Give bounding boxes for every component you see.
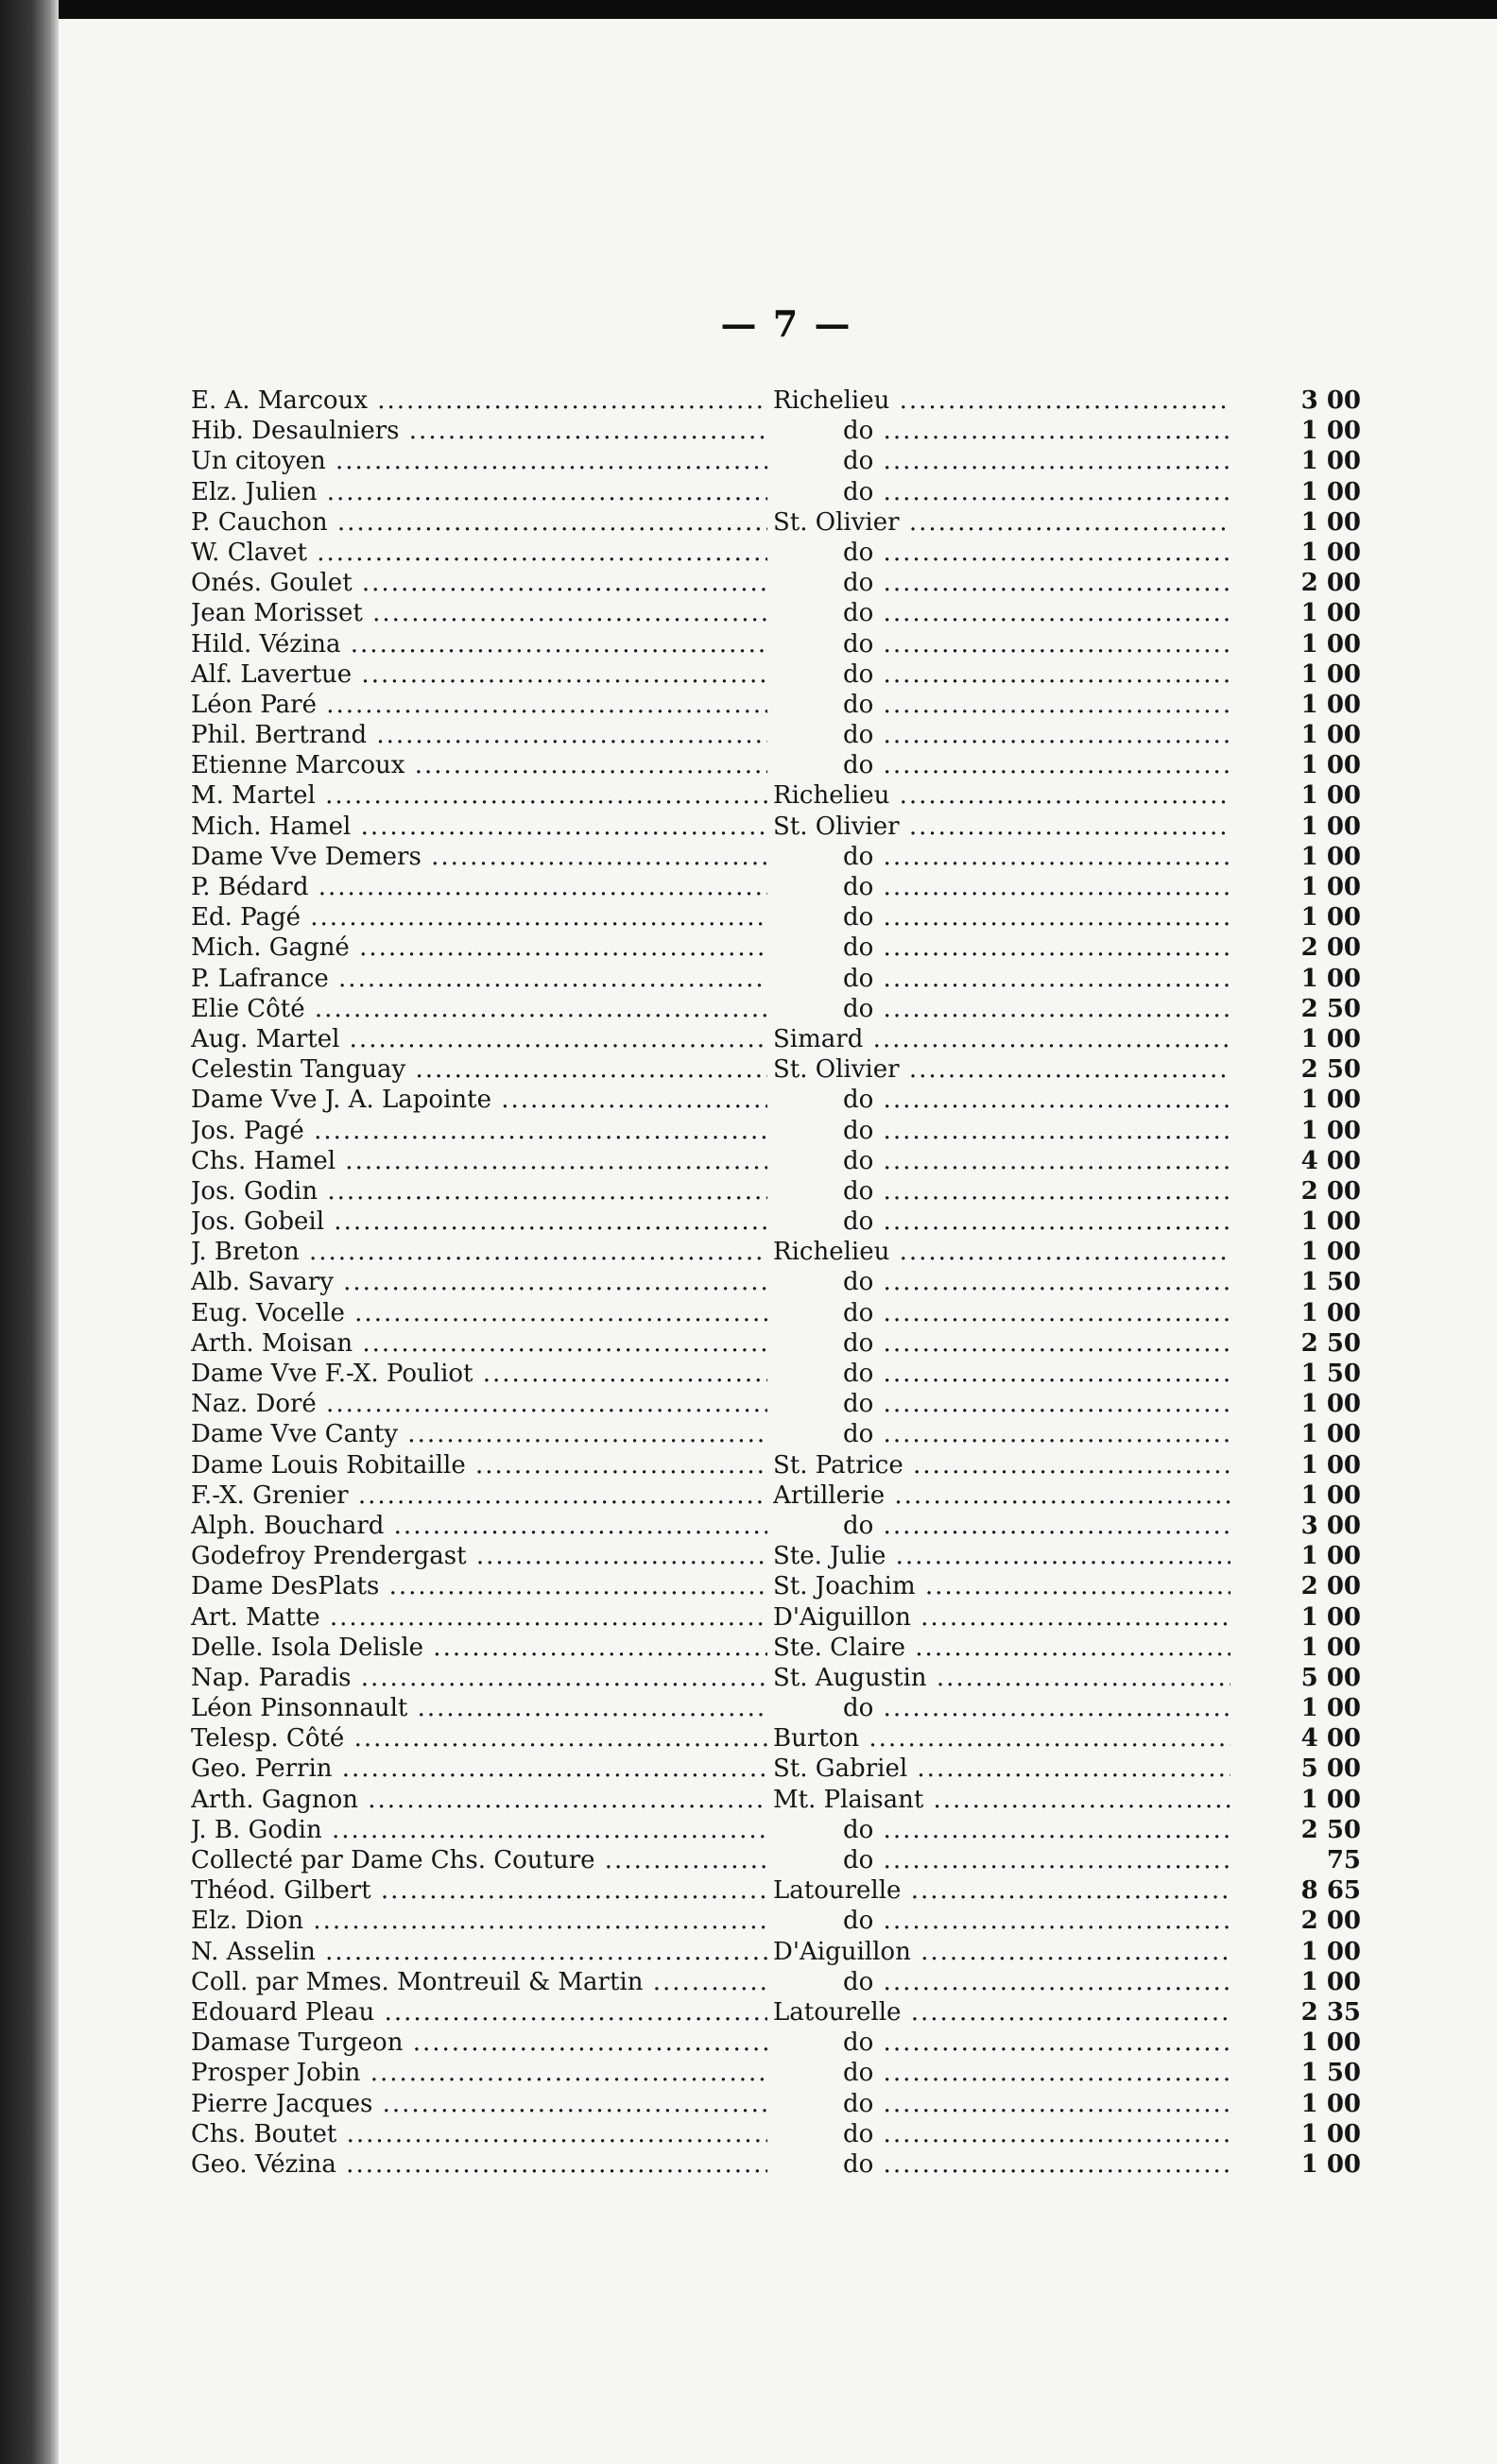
entry-amount: 1 00: [1230, 812, 1361, 842]
entry-amount: 1 00: [1230, 446, 1361, 476]
list-item: [191, 1754, 1363, 1784]
entry-parish: Artillerie .....: [773, 1480, 1274, 1511]
entry-name: Jean Morisset .....: [191, 598, 767, 628]
list-item: [191, 2089, 1363, 2119]
list-item: [191, 1116, 1363, 1146]
entry-name: Prosper Jobin .....: [191, 2058, 767, 2088]
entry-parish: Burton .....: [773, 1723, 1274, 1754]
list-item: [191, 477, 1363, 507]
entry-parish: St. Augustin .....: [773, 1663, 1274, 1693]
entry-name: Hild. Vézina .....: [191, 629, 767, 659]
entry-name: Etienne Marcoux .....: [191, 750, 767, 780]
entry-name: J. Breton .....: [191, 1237, 767, 1267]
entry-name: E. A. Marcoux .....: [191, 385, 767, 416]
list-item: [191, 1906, 1363, 1936]
entry-parish: do .....: [843, 872, 1274, 902]
list-item: [191, 933, 1363, 963]
entry-name: Alb. Savary .....: [191, 1267, 767, 1297]
entry-name: Collecté par Dame Chs. Couture .....: [191, 1845, 767, 1875]
list-item: [191, 842, 1363, 872]
entry-parish: do .....: [843, 568, 1274, 598]
list-item: [191, 1206, 1363, 1237]
list-item: [191, 1541, 1363, 1571]
list-item: [191, 1845, 1363, 1875]
list-item: [191, 568, 1363, 598]
list-item: [191, 1480, 1363, 1511]
entry-parish: do .....: [843, 1815, 1274, 1845]
entry-parish: Ste. Claire .....: [773, 1633, 1274, 1663]
entry-name: Mich. Hamel .....: [191, 812, 767, 842]
entry-amount: 1 50: [1230, 1267, 1361, 1297]
entry-amount: 2 00: [1230, 933, 1361, 963]
entry-amount: 1 00: [1230, 1633, 1361, 1663]
entry-amount: 1 00: [1230, 2089, 1361, 2119]
entry-name: Hib. Desaulniers .....: [191, 416, 767, 446]
entry-amount: 1 00: [1230, 1116, 1361, 1146]
entry-name: Celestin Tanguay .....: [191, 1054, 767, 1085]
entry-parish: do .....: [843, 902, 1274, 933]
entry-name: Chs. Boutet .....: [191, 2119, 767, 2149]
list-item: [191, 1176, 1363, 1206]
entry-amount: 1 00: [1230, 1602, 1361, 1633]
list-item: [191, 446, 1363, 476]
list-item: [191, 720, 1363, 750]
entry-amount: 2 00: [1230, 1571, 1361, 1601]
list-item: [191, 994, 1363, 1024]
entry-parish: do .....: [843, 416, 1274, 446]
entry-name: Elz. Julien .....: [191, 477, 767, 507]
page-number: — 7 —: [720, 302, 852, 345]
entry-name: Dame DesPlats .....: [191, 1571, 767, 1601]
entry-amount: 5 00: [1230, 1663, 1361, 1693]
entry-parish: do .....: [843, 446, 1274, 476]
entry-amount: 4 00: [1230, 1723, 1361, 1754]
entry-name: P. Cauchon .....: [191, 507, 767, 538]
list-item: [191, 2119, 1363, 2149]
entry-parish: do .....: [843, 1845, 1274, 1875]
entry-name: Delle. Isola Delisle .....: [191, 1633, 767, 1663]
entry-parish: do .....: [843, 2058, 1274, 2088]
entry-name: F.-X. Grenier .....: [191, 1480, 767, 1511]
entry-amount: 1 00: [1230, 964, 1361, 994]
entry-parish: do .....: [843, 1693, 1274, 1723]
entry-name: Dame Louis Robitaille .....: [191, 1450, 767, 1480]
entry-amount: 5 00: [1230, 1754, 1361, 1784]
entry-name: Elz. Dion .....: [191, 1906, 767, 1936]
entry-parish: St. Joachim .....: [773, 1571, 1274, 1601]
entry-parish: Ste. Julie .....: [773, 1541, 1274, 1571]
list-item: [191, 2058, 1363, 2088]
list-item: [191, 1785, 1363, 1815]
entry-name: Arth. Moisan .....: [191, 1328, 767, 1359]
list-item: [191, 507, 1363, 538]
entry-amount: 1 00: [1230, 842, 1361, 872]
entry-parish: do .....: [843, 1511, 1274, 1541]
entry-name: Edouard Pleau .....: [191, 1997, 767, 2028]
entry-parish: do .....: [843, 2089, 1274, 2119]
entry-parish: do .....: [843, 1267, 1274, 1297]
list-item: [191, 1298, 1363, 1328]
entry-parish: do .....: [843, 1146, 1274, 1176]
entry-name: Nap. Paradis .....: [191, 1663, 767, 1693]
entry-amount: 1 00: [1230, 507, 1361, 538]
entry-parish: St. Patrice .....: [773, 1450, 1274, 1480]
entry-parish: do .....: [843, 1176, 1274, 1206]
entry-name: Telesp. Côté .....: [191, 1723, 767, 1754]
entry-name: Pierre Jacques .....: [191, 2089, 767, 2119]
entry-name: Dame Vve J. A. Lapointe .....: [191, 1085, 767, 1115]
entry-parish: do .....: [843, 1419, 1274, 1449]
entry-name: Onés. Goulet .....: [191, 568, 767, 598]
entry-parish: St. Olivier .....: [773, 1054, 1274, 1085]
entry-parish: do .....: [843, 994, 1274, 1024]
entry-amount: 1 00: [1230, 2119, 1361, 2149]
entry-amount: 1 00: [1230, 1967, 1361, 1997]
entry-parish: do .....: [843, 1967, 1274, 1997]
list-item: [191, 1419, 1363, 1449]
list-item: [191, 629, 1363, 659]
entry-amount: 1 00: [1230, 629, 1361, 659]
list-item: [191, 812, 1363, 842]
entry-parish: do .....: [843, 659, 1274, 690]
entry-parish: D'Aiguillon .....: [773, 1937, 1274, 1967]
entry-amount: 1 00: [1230, 1024, 1361, 1054]
entry-parish: do .....: [843, 750, 1274, 780]
entry-amount: 1 00: [1230, 1785, 1361, 1815]
entry-name: J. B. Godin .....: [191, 1815, 767, 1845]
entry-amount: 3 00: [1230, 385, 1361, 416]
entry-parish: St. Olivier .....: [773, 812, 1274, 842]
entry-amount: 1 00: [1230, 2149, 1361, 2180]
list-item: [191, 1875, 1363, 1906]
subscription-list: [191, 385, 1363, 2180]
entry-name: Phil. Bertrand .....: [191, 720, 767, 750]
entry-name: N. Asselin .....: [191, 1937, 767, 1967]
entry-amount: 2 50: [1230, 994, 1361, 1024]
entry-parish: do .....: [843, 477, 1274, 507]
entry-amount: 2 50: [1230, 1054, 1361, 1085]
entry-parish: Mt. Plaisant .....: [773, 1785, 1274, 1815]
entry-name: Geo. Vézina .....: [191, 2149, 767, 2180]
entry-parish: St. Gabriel .....: [773, 1754, 1274, 1784]
entry-parish: Latourelle .....: [773, 1997, 1274, 2028]
entry-amount: 1 00: [1230, 720, 1361, 750]
entry-amount: 2 50: [1230, 1815, 1361, 1845]
entry-amount: 1 00: [1230, 1480, 1361, 1511]
entry-amount: 75: [1230, 1845, 1361, 1875]
entry-name: Godefroy Prendergast .....: [191, 1541, 767, 1571]
entry-parish: do .....: [843, 842, 1274, 872]
entry-amount: 2 00: [1230, 568, 1361, 598]
entry-amount: 1 00: [1230, 1419, 1361, 1449]
list-item: [191, 1054, 1363, 1085]
entry-amount: 1 00: [1230, 1389, 1361, 1419]
entry-name: Léon Pinsonnault .....: [191, 1693, 767, 1723]
list-item: [191, 2149, 1363, 2180]
entry-amount: 3 00: [1230, 1511, 1361, 1541]
entry-parish: D'Aiguillon .....: [773, 1602, 1274, 1633]
entry-amount: 1 50: [1230, 1359, 1361, 1389]
entry-amount: 1 00: [1230, 538, 1361, 568]
entry-amount: 1 00: [1230, 872, 1361, 902]
entry-amount: 1 00: [1230, 2028, 1361, 2058]
list-item: [191, 2028, 1363, 2058]
entry-amount: 1 00: [1230, 1237, 1361, 1267]
entry-parish: Latourelle .....: [773, 1875, 1274, 1906]
entry-name: W. Clavet .....: [191, 538, 767, 568]
entry-amount: 2 00: [1230, 1906, 1361, 1936]
entry-name: Jos. Pagé .....: [191, 1116, 767, 1146]
entry-parish: do .....: [843, 1359, 1274, 1389]
list-item: [191, 902, 1363, 933]
list-item: [191, 385, 1363, 416]
entry-name: Théod. Gilbert .....: [191, 1875, 767, 1906]
entry-name: Coll. par Mmes. Montreuil & Martin .....: [191, 1967, 767, 1997]
entry-name: Eug. Vocelle .....: [191, 1298, 767, 1328]
list-item: [191, 659, 1363, 690]
list-item: [191, 538, 1363, 568]
entry-name: Dame Vve F.-X. Pouliot .....: [191, 1359, 767, 1389]
entry-parish: do .....: [843, 538, 1274, 568]
entry-amount: 8 65: [1230, 1875, 1361, 1906]
entry-name: Dame Vve Canty .....: [191, 1419, 767, 1449]
entry-parish: do .....: [843, 964, 1274, 994]
entry-parish: Richelieu .....: [773, 385, 1274, 416]
entry-name: Un citoyen .....: [191, 446, 767, 476]
entry-amount: 2 50: [1230, 1328, 1361, 1359]
list-item: [191, 1450, 1363, 1480]
entry-amount: 2 00: [1230, 1176, 1361, 1206]
list-item: [191, 416, 1363, 446]
entry-parish: do .....: [843, 933, 1274, 963]
entry-name: Damase Turgeon .....: [191, 2028, 767, 2058]
list-item: [191, 872, 1363, 902]
entry-name: Alph. Bouchard .....: [191, 1511, 767, 1541]
entry-name: P. Bédard .....: [191, 872, 767, 902]
document-page: [59, 19, 1497, 2464]
entry-amount: 1 00: [1230, 416, 1361, 446]
list-item: [191, 780, 1363, 811]
list-item: [191, 1571, 1363, 1601]
entry-amount: 1 50: [1230, 2058, 1361, 2088]
entry-parish: Simard .....: [773, 1024, 1274, 1054]
entry-parish: do .....: [843, 2028, 1274, 2058]
entry-amount: 1 00: [1230, 1298, 1361, 1328]
entry-amount: 1 00: [1230, 690, 1361, 720]
list-item: [191, 1359, 1363, 1389]
entry-parish: do .....: [843, 720, 1274, 750]
list-item: [191, 1602, 1363, 1633]
entry-name: Jos. Gobeil .....: [191, 1206, 767, 1237]
entry-name: Elie Côté .....: [191, 994, 767, 1024]
entry-amount: 1 00: [1230, 477, 1361, 507]
entry-amount: 1 00: [1230, 780, 1361, 811]
list-item: [191, 1663, 1363, 1693]
entry-amount: 4 00: [1230, 1146, 1361, 1176]
list-item: [191, 1937, 1363, 1967]
entry-amount: 2 35: [1230, 1997, 1361, 2028]
entry-parish: do .....: [843, 1389, 1274, 1419]
list-item: [191, 1997, 1363, 2028]
list-item: [191, 1723, 1363, 1754]
entry-name: Arth. Gagnon .....: [191, 1785, 767, 1815]
entry-name: Dame Vve Demers .....: [191, 842, 767, 872]
list-item: [191, 1146, 1363, 1176]
list-item: [191, 1511, 1363, 1541]
entry-amount: 1 00: [1230, 659, 1361, 690]
entry-name: Mich. Gagné .....: [191, 933, 767, 963]
entry-name: P. Lafrance .....: [191, 964, 767, 994]
entry-amount: 1 00: [1230, 1693, 1361, 1723]
entry-parish: do .....: [843, 2149, 1274, 2180]
entry-name: Jos. Godin .....: [191, 1176, 767, 1206]
entry-parish: Richelieu .....: [773, 780, 1274, 811]
entry-amount: 1 00: [1230, 1937, 1361, 1967]
entry-amount: 1 00: [1230, 902, 1361, 933]
entry-amount: 1 00: [1230, 1541, 1361, 1571]
list-item: [191, 1024, 1363, 1054]
entry-parish: do .....: [843, 1906, 1274, 1936]
entry-parish: St. Olivier .....: [773, 507, 1274, 538]
entry-parish: do .....: [843, 629, 1274, 659]
entry-name: Alf. Lavertue .....: [191, 659, 767, 690]
list-item: [191, 1633, 1363, 1663]
list-item: [191, 690, 1363, 720]
list-item: [191, 964, 1363, 994]
entry-name: Art. Matte .....: [191, 1602, 767, 1633]
list-item: [191, 1267, 1363, 1297]
list-item: [191, 1328, 1363, 1359]
entry-amount: 1 00: [1230, 1085, 1361, 1115]
entry-name: Geo. Perrin .....: [191, 1754, 767, 1784]
list-item: [191, 1815, 1363, 1845]
entry-parish: do .....: [843, 598, 1274, 628]
entry-amount: 1 00: [1230, 750, 1361, 780]
list-item: [191, 1389, 1363, 1419]
entry-parish: do .....: [843, 1328, 1274, 1359]
entry-amount: 1 00: [1230, 598, 1361, 628]
entry-name: Ed. Pagé .....: [191, 902, 767, 933]
list-item: [191, 1085, 1363, 1115]
entry-name: Léon Paré .....: [191, 690, 767, 720]
entry-parish: Richelieu .....: [773, 1237, 1274, 1267]
entry-parish: do .....: [843, 1085, 1274, 1115]
entry-parish: do .....: [843, 1116, 1274, 1146]
entry-name: Chs. Hamel .....: [191, 1146, 767, 1176]
entry-parish: do .....: [843, 1206, 1274, 1237]
book-binding-edge: [0, 0, 59, 2464]
entry-amount: 1 00: [1230, 1206, 1361, 1237]
entry-name: Aug. Martel .....: [191, 1024, 767, 1054]
list-item: [191, 598, 1363, 628]
list-item: [191, 1967, 1363, 1997]
list-item: [191, 1693, 1363, 1723]
list-item: [191, 1237, 1363, 1267]
list-item: [191, 750, 1363, 780]
entry-name: Naz. Doré .....: [191, 1389, 767, 1419]
entry-parish: do .....: [843, 2119, 1274, 2149]
entry-parish: do .....: [843, 1298, 1274, 1328]
entry-amount: 1 00: [1230, 1450, 1361, 1480]
entry-parish: do .....: [843, 690, 1274, 720]
entry-name: M. Martel .....: [191, 780, 767, 811]
